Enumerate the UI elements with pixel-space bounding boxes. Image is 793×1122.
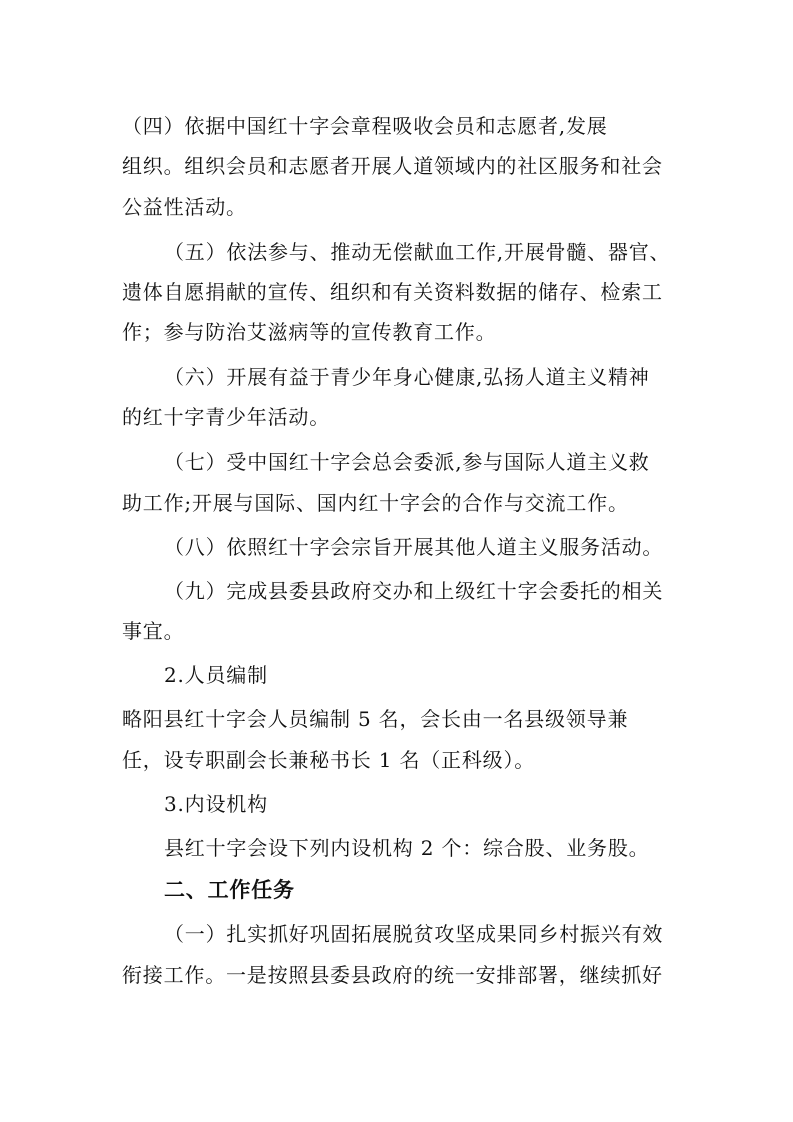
paragraph-line: 的红十字青少年活动。 <box>122 405 330 429</box>
paragraph-line: 助工作;开展与国际、国内红十字会的合作与交流工作。 <box>122 491 629 515</box>
paragraph-line: （一）扎实抓好巩固拓展脱贫攻坚成果同乡村振兴有效 <box>164 922 664 946</box>
paragraph-line: 任，设专职副会长兼秘书长 1 名（正科级）。 <box>122 748 536 772</box>
subsection-heading: 3.内设机构 <box>164 792 268 816</box>
paragraph-line: 略阳县红十字会人员编制 5 名，会长由一名县级领导兼 <box>122 707 629 731</box>
paragraph-line: 作；参与防治艾滋病等的宣传教育工作。 <box>122 320 497 344</box>
section-heading: 二、工作任务 <box>164 878 295 902</box>
paragraph-line: （六）开展有益于青少年身心健康,弘扬人道主义精神 <box>164 365 650 389</box>
paragraph-line: （八）依照红十字会宗旨开展其他人道主义服务活动。 <box>164 535 664 559</box>
paragraph-line: （五）依法参与、推动无偿献血工作,开展骨髓、器官、 <box>164 240 671 264</box>
paragraph-line: 衔接工作。一是按照县委县政府的统一安排部署，继续抓好 <box>122 963 663 987</box>
paragraph-line: 组织。组织会员和志愿者开展人道领域内的社区服务和社会 <box>122 154 663 178</box>
paragraph-line: （九）完成县委县政府交办和上级红十字会委托的相关 <box>164 579 664 603</box>
paragraph-line: 事宜。 <box>122 619 185 643</box>
paragraph-line: 县红十字会设下列内设机构 2 个：综合股、业务股。 <box>164 836 650 860</box>
paragraph-line: 遗体自愿捐献的宣传、组织和有关资料数据的储存、检索工 <box>122 280 663 304</box>
subsection-heading: 2.人员编制 <box>164 663 268 687</box>
paragraph-line: 公益性活动。 <box>122 195 247 219</box>
paragraph-line: （四）依据中国红十字会章程吸收会员和志愿者,发展 <box>122 114 608 138</box>
paragraph-line: （七）受中国红十字会总会委派,参与国际人道主义救 <box>164 450 650 474</box>
